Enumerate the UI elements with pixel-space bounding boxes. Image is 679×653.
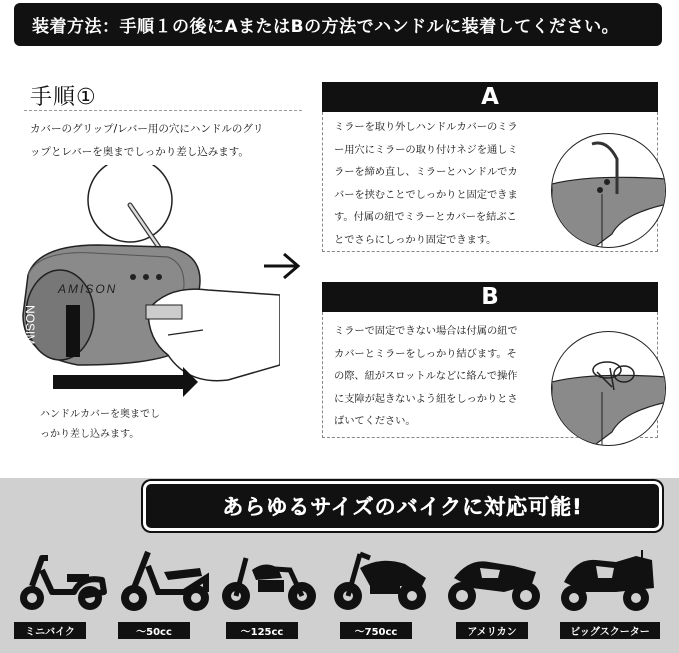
push-arrow-shaft: [53, 375, 183, 389]
bike-sizes-title: あらゆるサイズのバイクに対応可能!: [222, 495, 583, 519]
option-b-label: B: [481, 284, 499, 310]
sportbike-icon: [444, 548, 544, 614]
step1-description: [30, 118, 298, 164]
option-a-line-6: とでさらにしっかり固定できます。: [334, 233, 497, 246]
option-b-line-5: ばいてください。: [334, 415, 416, 427]
option-a-line-5: す。付属の紐でミラーとカバーを結ぶこ: [334, 211, 517, 223]
option-a-line-3: ラーを締め直し、ミラーとハンドルでカ: [334, 166, 518, 178]
option-a-description: [334, 116, 546, 251]
option-b-header: [322, 282, 658, 312]
option-b-line-4: に支障が起きないよう紐をしっかりとさ: [334, 392, 518, 405]
step1-title: 手順①: [30, 85, 97, 110]
caption-line-2: っかり差し込みます。: [40, 429, 140, 440]
bike-label-125cc: ～125cc: [226, 622, 298, 639]
step1-line-2: ップとレバーを奥までしっかり差し込みます。: [30, 146, 249, 158]
banner-text: 装着方法：手順１の後にAまたはBの方法でハンドルに装着してください。: [32, 17, 620, 37]
cruiser-small-icon: [220, 548, 320, 614]
touring-bike-icon: [556, 548, 656, 614]
option-a-header: [322, 82, 658, 112]
step1-line-1: カバーのグリップ/レバー用の穴にハンドルのグリ: [30, 123, 264, 135]
option-a-detail-image: [551, 133, 666, 248]
option-a-line-2: ー用穴にミラーの取り付けネジを通しミ: [334, 143, 518, 156]
option-a-line-1: ミラーを取り外しハンドルカバーのミラ: [334, 121, 518, 133]
hand: [148, 289, 280, 381]
option-b-line-1: ミラーで固定できない場合は付属の紐で: [334, 325, 518, 337]
arrow-right-icon: [262, 250, 302, 282]
option-a-label: A: [481, 84, 499, 110]
instructions-banner: [14, 3, 662, 46]
option-b-line-3: の際、紐がスロットルなどに絡んで操作: [334, 370, 518, 382]
grip: [146, 305, 182, 319]
bike-sizes-title-box: [143, 481, 662, 531]
option-b-description: [334, 320, 546, 433]
bike-label-50cc: ～50cc: [118, 622, 190, 639]
bike-label-750cc: ～750cc: [340, 622, 412, 639]
illustration-caption: [40, 405, 200, 445]
brand-logo-side: NOSIM: [23, 305, 37, 345]
handle-cover-illustration: [18, 165, 280, 415]
scooter-icon: [12, 548, 112, 614]
bike-label-mini: ミニバイク: [14, 622, 86, 639]
step1-divider: [24, 110, 302, 111]
bike-label-american: アメリカン: [456, 622, 528, 639]
brand-logo: AMISON: [58, 282, 118, 296]
caption-line-1: ハンドルカバーを奥までし: [40, 409, 160, 420]
reflector-strip: [66, 305, 80, 357]
bike-label-big-scooter: ビッグスクーター: [560, 622, 660, 639]
option-a-line-4: バーを挟むことでしっかりと固定できま: [334, 188, 518, 201]
option-b-detail-image: [551, 331, 666, 446]
cruiser-large-icon: [330, 548, 430, 614]
option-b-line-2: カバーとミラーをしっかり結びます。そ: [334, 347, 517, 360]
moped-icon: [116, 548, 216, 614]
